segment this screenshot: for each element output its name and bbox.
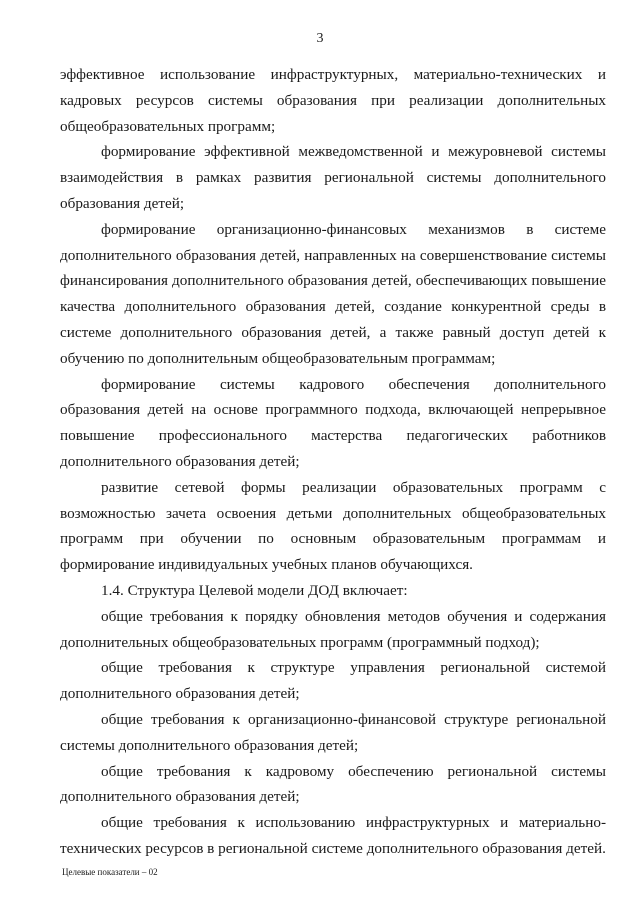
paragraph: формирование системы кадрового обеспечения дополнительного образования детей на основе программного подхода, включающей непрерывное повышение профессионального мастерства педагогических работников дополнительного образования детей; [60,375,606,470]
list-item: общие требования к структуре управления региональной системой дополнительного образования детей; [60,659,606,703]
list-item: общие требования к организационно-финансовой структуре региональной системы дополнительного образования детей; [60,710,606,754]
list-item: общие требования к кадровому обеспечению региональной системы дополнительного образования детей; [60,762,606,806]
page-number: 3 [316,31,324,46]
page-footer: Целевые показатели – 02 [62,867,158,877]
paragraph: формирование эффективной межведомственной и межуровневой системы взаимодействия в рамках развития региональной системы дополнительного образования детей; [60,143,606,212]
section-heading: 1.4. Структура Целевой модели ДОД включает: [101,581,408,599]
paragraph: развитие сетевой формы реализации образовательных программ с возможностью зачета освоения детьми дополнительных общеобразовательных программ при обучении по основным образовательным программам и формирование индивидуальных учебных планов обучающихся. [60,478,606,574]
document-body [60,62,606,862]
paragraph: формирование организационно-финансовых механизмов в системе дополнительного образования детей, направленных на совершенствование системы финансирования дополнительного образования детей, обеспечивающих повышение качества дополнительного образования детей, создание конкурентной среды в системе дополнительного образования детей, а также равный доступ детей к обучению по дополнительным общеобразовательным программам; [60,220,606,367]
list-item: общие требования к порядку обновления методов обучения и содержания дополнительных общеобразовательных программ (программный подход); [60,607,606,651]
list-item: общие требования к использованию инфраструктурных и материально-технических ресурсов в региональной системе дополнительного образования детей. [60,814,606,857]
paragraph: эффективное использование инфраструктурных, материально-технических и кадровых ресурсов системы образования при реализации дополнительных общеобразовательных программ; [60,66,606,135]
